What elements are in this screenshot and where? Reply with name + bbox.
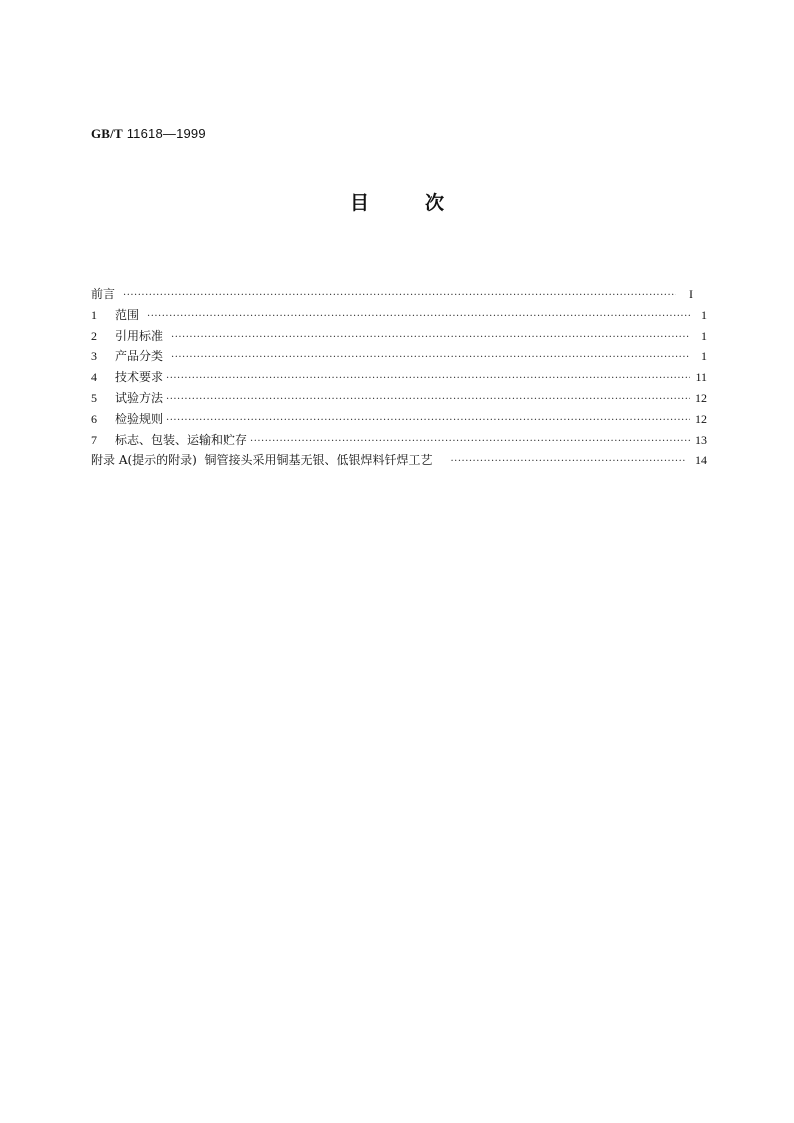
- toc-leader-dots: [171, 348, 690, 369]
- toc-leader-dots: [123, 286, 676, 307]
- toc-entry-number: 7: [91, 432, 97, 447]
- toc-entry-label: 检验规则: [115, 411, 164, 426]
- toc-entry-page: 12: [695, 411, 707, 426]
- toc-entry-label: 引用标准: [115, 328, 164, 343]
- toc-entry-page: 1: [701, 328, 707, 343]
- toc-leader-dots: [171, 328, 690, 349]
- toc-entry-page: 1: [701, 349, 707, 364]
- toc-entry-page: 1: [701, 307, 707, 322]
- toc-leader-dots: [450, 452, 685, 473]
- toc-entry-number: 3: [91, 349, 97, 364]
- standard-code: [91, 126, 206, 142]
- toc-leader-dots: [166, 390, 690, 411]
- toc-entry-label: 附录 A(提示的附录) 铜管接头采用铜基无银、低银焊料钎焊工艺: [91, 453, 433, 468]
- toc-entry-label: 标志、包装、运输和贮存: [115, 432, 248, 447]
- toc-entry-page: 13: [695, 432, 707, 447]
- toc-leader-dots: [147, 307, 690, 328]
- toc-entry-5[interactable]: [91, 388, 707, 409]
- toc-entry-label: 产品分类: [115, 349, 164, 364]
- toc-entry-6[interactable]: [91, 409, 707, 430]
- toc-entry-number: 4: [91, 370, 97, 385]
- toc-entry-number: 5: [91, 390, 97, 405]
- toc-leader-dots: [250, 432, 690, 453]
- toc-entry-label: 范围: [115, 307, 140, 322]
- toc-entry-2[interactable]: [91, 326, 707, 347]
- toc-entry-number: 6: [91, 411, 97, 426]
- toc-entry-page: 11: [695, 370, 707, 385]
- page-title: 目次: [349, 192, 500, 214]
- toc-entry-label: 试验方法: [115, 390, 164, 405]
- toc-entry-label: 技术要求: [115, 370, 164, 385]
- toc-entry-number: 2: [91, 328, 97, 343]
- toc-entry-page: 12: [695, 390, 707, 405]
- toc-leader-dots: [166, 369, 690, 390]
- toc-entry-1[interactable]: [91, 305, 707, 326]
- toc-entry-number: 1: [91, 307, 97, 322]
- toc-entry-4[interactable]: [91, 367, 707, 388]
- standard-prefix: GB/T: [91, 126, 123, 141]
- toc-entry-7[interactable]: [91, 430, 707, 451]
- toc-entry-page: I: [689, 287, 693, 301]
- toc-entry-3[interactable]: [91, 346, 707, 367]
- toc-entry-preface[interactable]: [91, 284, 707, 305]
- standard-number: 11618—1999: [126, 126, 206, 141]
- toc-entry-page: 14: [695, 453, 707, 468]
- toc-leader-dots: [166, 411, 690, 432]
- toc-entry-label: 前言: [91, 287, 116, 301]
- toc-entry-appendix-a[interactable]: [91, 450, 707, 471]
- table-of-contents: [91, 284, 707, 471]
